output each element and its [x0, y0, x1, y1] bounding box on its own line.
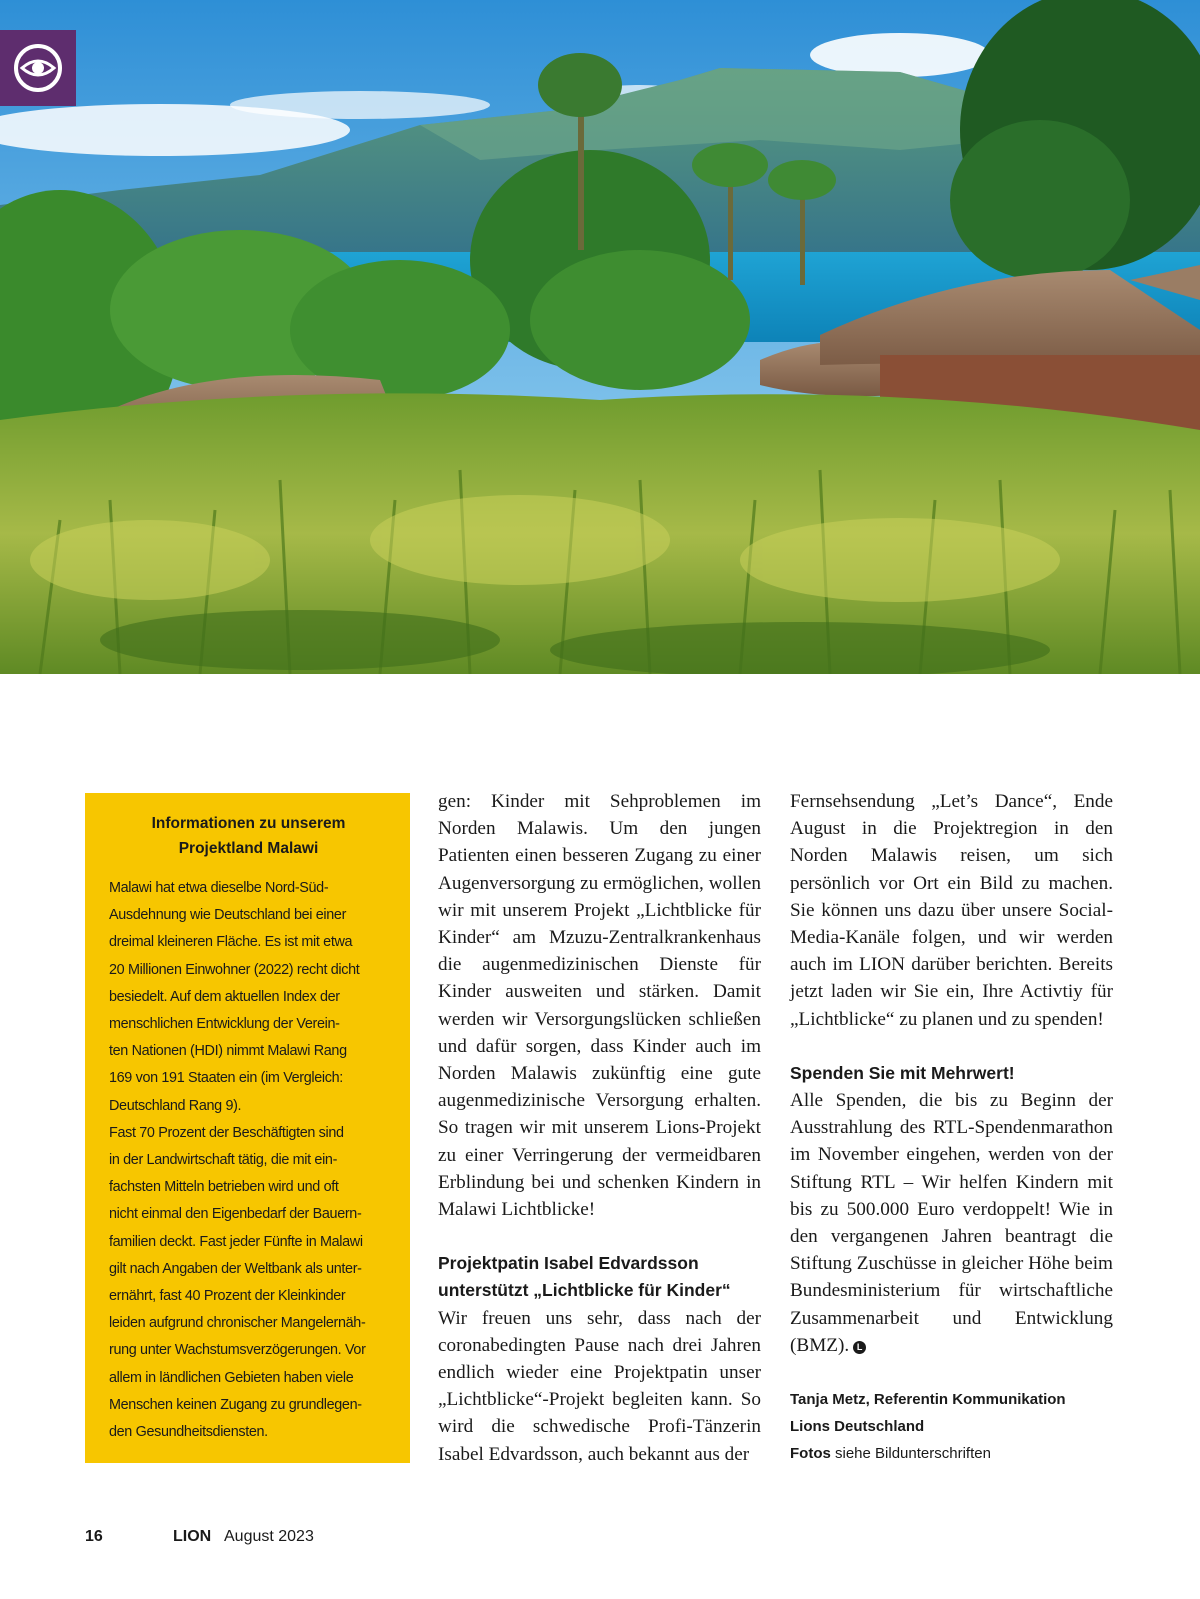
- info-box-malawi: [85, 793, 410, 1463]
- author-organization: Lions Deutschland: [790, 1418, 925, 1436]
- article-column-2: [790, 788, 1113, 1468]
- article-paragraph: gen: Kinder mit Sehproblemen im Norden Malawis. Um den jungen Patienten einen besseren Zugang zu einer Augenversorgung zu ermöglichen, wollen wir mit unserem Projekt „Lichtblicke für Kinder“ am Mzuzu-Zentralkrankenhaus die augenmedizinischen Dienste für Kinder ausweiten und stärken. Damit werden wir Versorgungslücken schließen und dafür sorgen, dass Kinder auch im Norden Malawis zukünftig eine gute augenmedizinische Versorgung erhalten. So tragen wir mit unserem Lions-Projekt zu einer Verringerung der vermeidbaren Erblindung bei und schenken Kindern in Malawi Lichtblicke!: [438, 791, 761, 1221]
- article-paragraph: Fernsehsendung „Let’s Dance“, Ende August in die Projektregion in den Norden Malawis reisen, um sich persönlich vor Ort ein Bild zu machen. Sie können uns dazu über unsere Social-Media-Kanäle folgen, und wir werden auch im LION darüber berichten. Bereits jetzt laden wir Sie ein, Ihre Activtiy für „Lichtblicke“ zu planen und zu spenden!: [790, 791, 1113, 1030]
- magazine-name: LION: [173, 1528, 212, 1545]
- section-heading-projektpatin: Projektpatin Isabel Edvardsson unterstützt „Lichtblicke für Kinder“: [438, 1253, 731, 1301]
- page-number: 16: [85, 1528, 103, 1545]
- info-box-title: Informationen zu unserem Projektland Malawi: [151, 815, 346, 857]
- article-paragraph: Wir freuen uns sehr, dass nach der coronabedingten Pause nach drei Jahren endlich wieder eine Projektpatin unser „Lichtblicke“-Projekt begleiten kann. So wird die schwedische Profi-Tänzerin Isabel Edvardsson, auch bekannt aus der: [438, 1307, 761, 1465]
- article-column-1: [438, 788, 761, 1468]
- eye-icon: [12, 42, 64, 94]
- info-box-text: Malawi hat etwa dieselbe Nord-Süd- Ausdehnung wie Deutschland bei einer dreimal kleineren Fläche. Es ist mit etwa 20 Millionen Einwohner (2022) recht dicht besiedelt. Auf dem aktuellen Index der menschlichen Entwicklung der Verein- ten Nationen (HDI) nimmt Malawi Rang 169 von 191 Staaten ein (im Vergleich: Deutschland Rang 9). Fast 70 Prozent der Beschäftigten sind in der Landwirtschaft tätig, die mit ein- fachsten Mitteln betrieben wird und oft nicht einmal den Eigenbedarf der Bauern- familien deckt. Fast jeder Fünfte in Malawi gilt nach Angaben der Weltbank als unter- ernährt, fast 40 Prozent der Kleinkinder leiden aufgrund chronischer Mangelernäh- rung unter Wachstumsverzögerungen. Vor allem in ländlichen Gebieten haben viele Menschen keinen Zugang zu grundlegen- den Gesundheitsdiensten.: [109, 880, 366, 1441]
- landscape-illustration: [0, 0, 1200, 674]
- issue-date: August 2023: [224, 1528, 314, 1545]
- article-paragraph: Alle Spenden, die bis zu Beginn der Ausstrahlung des RTL-Spendenmarathon im November eingehen, werden von der Stiftung RTL – Wir helfen Kindern mit bis zu 500.000 Euro verdoppelt! Wie in den vergangenen Jahren beantragt die Stiftung Zuschüsse in gleicher Höhe beim Bundesministerium für wirtschaftliche Zusammenarbeit und Entwicklung (BMZ). L: [790, 1090, 1113, 1356]
- section-heading-spenden: Spenden Sie mit Mehrwert!: [790, 1062, 1015, 1083]
- lion-end-mark-icon: L: [853, 1341, 866, 1354]
- eye-icon-badge: [0, 30, 76, 106]
- photos-label: Fotos: [790, 1445, 831, 1463]
- author-credits: [790, 1386, 1113, 1468]
- photos-credit: siehe Bildunterschriften: [835, 1445, 991, 1463]
- hero-photo: [0, 0, 1200, 674]
- author-name: Tanja Metz, Referentin Kommunikation: [790, 1391, 1066, 1409]
